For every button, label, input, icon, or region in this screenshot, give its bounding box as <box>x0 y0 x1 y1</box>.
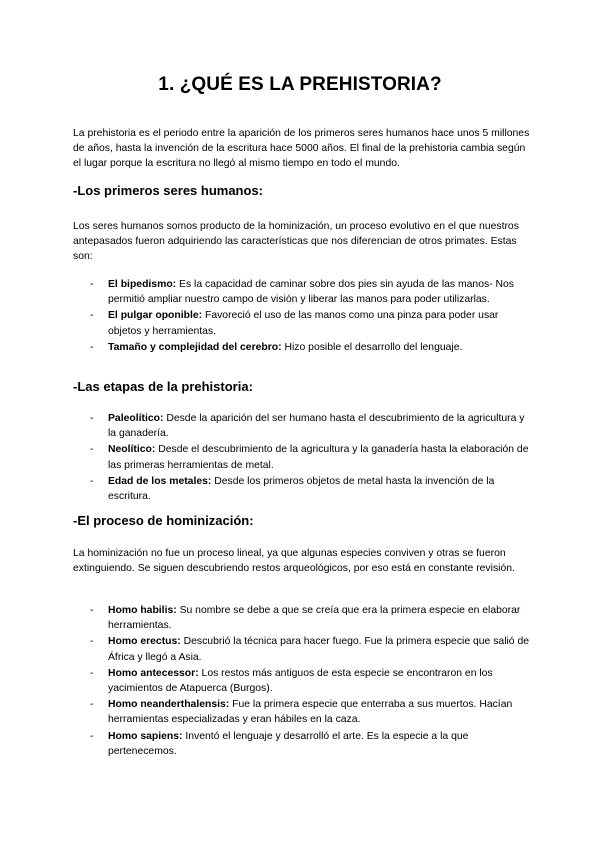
list-item-term: El bipedismo: <box>108 279 177 290</box>
list-item-desc: Desde los primeros objetos de metal hasta la invención de la escritura. <box>108 475 495 503</box>
list-item: - Neolítico: Desde el descubrimiento de la agricultura y la ganadería hasta la elaboración de las primeras herramientas de metal. <box>90 444 529 471</box>
list-item-desc: Desde el descubrimiento de la agricultura y la ganadería hasta la elaboración de las primeras herramientas de metal. <box>108 444 529 471</box>
page-title: 1. ¿QUÉ ES LA PREHISTORIA? <box>158 74 442 95</box>
section-heading-primeros-seres: -Los primeros seres humanos: <box>73 183 263 198</box>
section1-paragraph: Los seres humanos somos producto de la hominización, un proceso evolutivo en el que nuestros antepasados fueron adquiriendo las características que nos diferencian de otros primates. Estas son: <box>73 221 519 263</box>
list-item-desc: Favoreció el uso de las manos como una pinza para poder usar objetos y herramientas. <box>108 310 499 337</box>
list-item-term: Tamaño y complejidad del cerebro: <box>108 341 282 353</box>
section1-list <box>73 277 533 356</box>
list-item-term: Homo antecessor: <box>108 667 199 679</box>
intro-paragraph: La prehistoria es el periodo entre la aparición de los primeros seres humanos hace unos 5 millones de años, hasta la invención de la escritura hace 5000 años. El final de la prehistoria cambia según el lugar porque la escritura no llegó al mismo tiempo en todo el mundo. <box>73 128 530 170</box>
list-item-desc: Descubrió la técnica para hacer fuego. Fue la primera especie que salió de África y llegó a Asia. <box>108 636 530 663</box>
section3-paragraph: La hominización no fue un proceso lineal, ya que algunas especies conviven y otras se fueron extinguiendo. Se siguen descubriendo restos arqueológicos, por eso está en constante revisión. <box>73 548 515 575</box>
list-item-term: Homo habilis: <box>108 605 177 616</box>
list-item-term: Homo sapiens: <box>108 730 183 742</box>
list-item-term: Neolítico: <box>108 444 156 456</box>
list-item-desc: Hizo posible el desarrollo del lenguaje. <box>281 341 463 353</box>
list-item: - El bipedismo: Es la capacidad de caminar sobre dos pies sin ayuda de las manos- Nos permitió ampliar nuestro campo de visión y liberar las manos para poder utilizarlas. <box>90 279 515 306</box>
list-item-desc: Es la capacidad de caminar sobre dos pies sin ayuda de las manos- Nos permitió ampliar nuestro campo de visión y liberar las manos para poder utilizarlas. <box>108 279 515 306</box>
list-item-desc: Inventó el lenguaje y desarrolló el arte. Es la especie a la que pertenecemos. <box>108 730 469 757</box>
list-item: - Homo antecessor: Los restos más antiguos de esta especie se encontraron en los yacimientos de Atapuerca (Burgos). <box>90 667 493 695</box>
section-heading-etapas: -Las etapas de la prehistoria: <box>73 379 253 394</box>
list-item: - Homo erectus: Descubrió la técnica para hacer fuego. Fue la primera especie que salió de África y llegó a Asia. <box>90 636 530 663</box>
list-item: - Homo sapiens: Inventó el lenguaje y desarrolló el arte. Es la especie a la que pertenecemos. <box>90 730 469 757</box>
list-item-term: Homo neanderthalensis: <box>108 699 230 711</box>
list-item-term: Homo erectus: <box>108 636 181 648</box>
section2-list <box>73 411 533 505</box>
list-item-desc: Los restos más antiguos de esta especie se encontraron en los yacimientos de Atapuerca (Burgos). <box>108 667 493 695</box>
list-item: - El pulgar oponible: Favoreció el uso de las manos como una pinza para poder usar objetos y herramientas. <box>90 310 499 337</box>
list-item: - Homo habilis: Su nombre se debe a que se creía que era la primera especie en elaborar herramientas. <box>90 605 521 632</box>
list-item-term: El pulgar oponible: <box>108 310 203 322</box>
list-item-term: Edad de los metales: <box>108 475 212 487</box>
list-item-desc: Su nombre se debe a que se creía que era la primera especie en elaborar herramientas. <box>108 605 521 632</box>
list-item: - Tamaño y complejidad del cerebro: Hizo posible el desarrollo del lenguaje. <box>90 341 463 353</box>
list-item: - Edad de los metales: Desde los primeros objetos de metal hasta la invención de la escritura. <box>90 475 495 503</box>
section3-list <box>73 603 533 760</box>
list-item: - Paleolítico: Desde la aparición del ser humano hasta el descubrimiento de la agricultura y la ganadería. <box>90 413 525 440</box>
list-item-term: Paleolítico: <box>108 413 164 424</box>
list-item: - Homo neanderthalensis: Fue la primera especie que enterraba a sus muertos. Hacían herramientas especializadas y eran hábiles en la caza. <box>90 699 513 726</box>
list-item-desc: Fue la primera especie que enterraba a sus muertos. Hacían herramientas especializadas y eran hábiles en la caza. <box>108 699 513 726</box>
list-item-desc: Desde la aparición del ser humano hasta el descubrimiento de la agricultura y la ganadería. <box>108 413 525 440</box>
section-heading-hominizacion: -El proceso de hominización: <box>73 513 254 528</box>
